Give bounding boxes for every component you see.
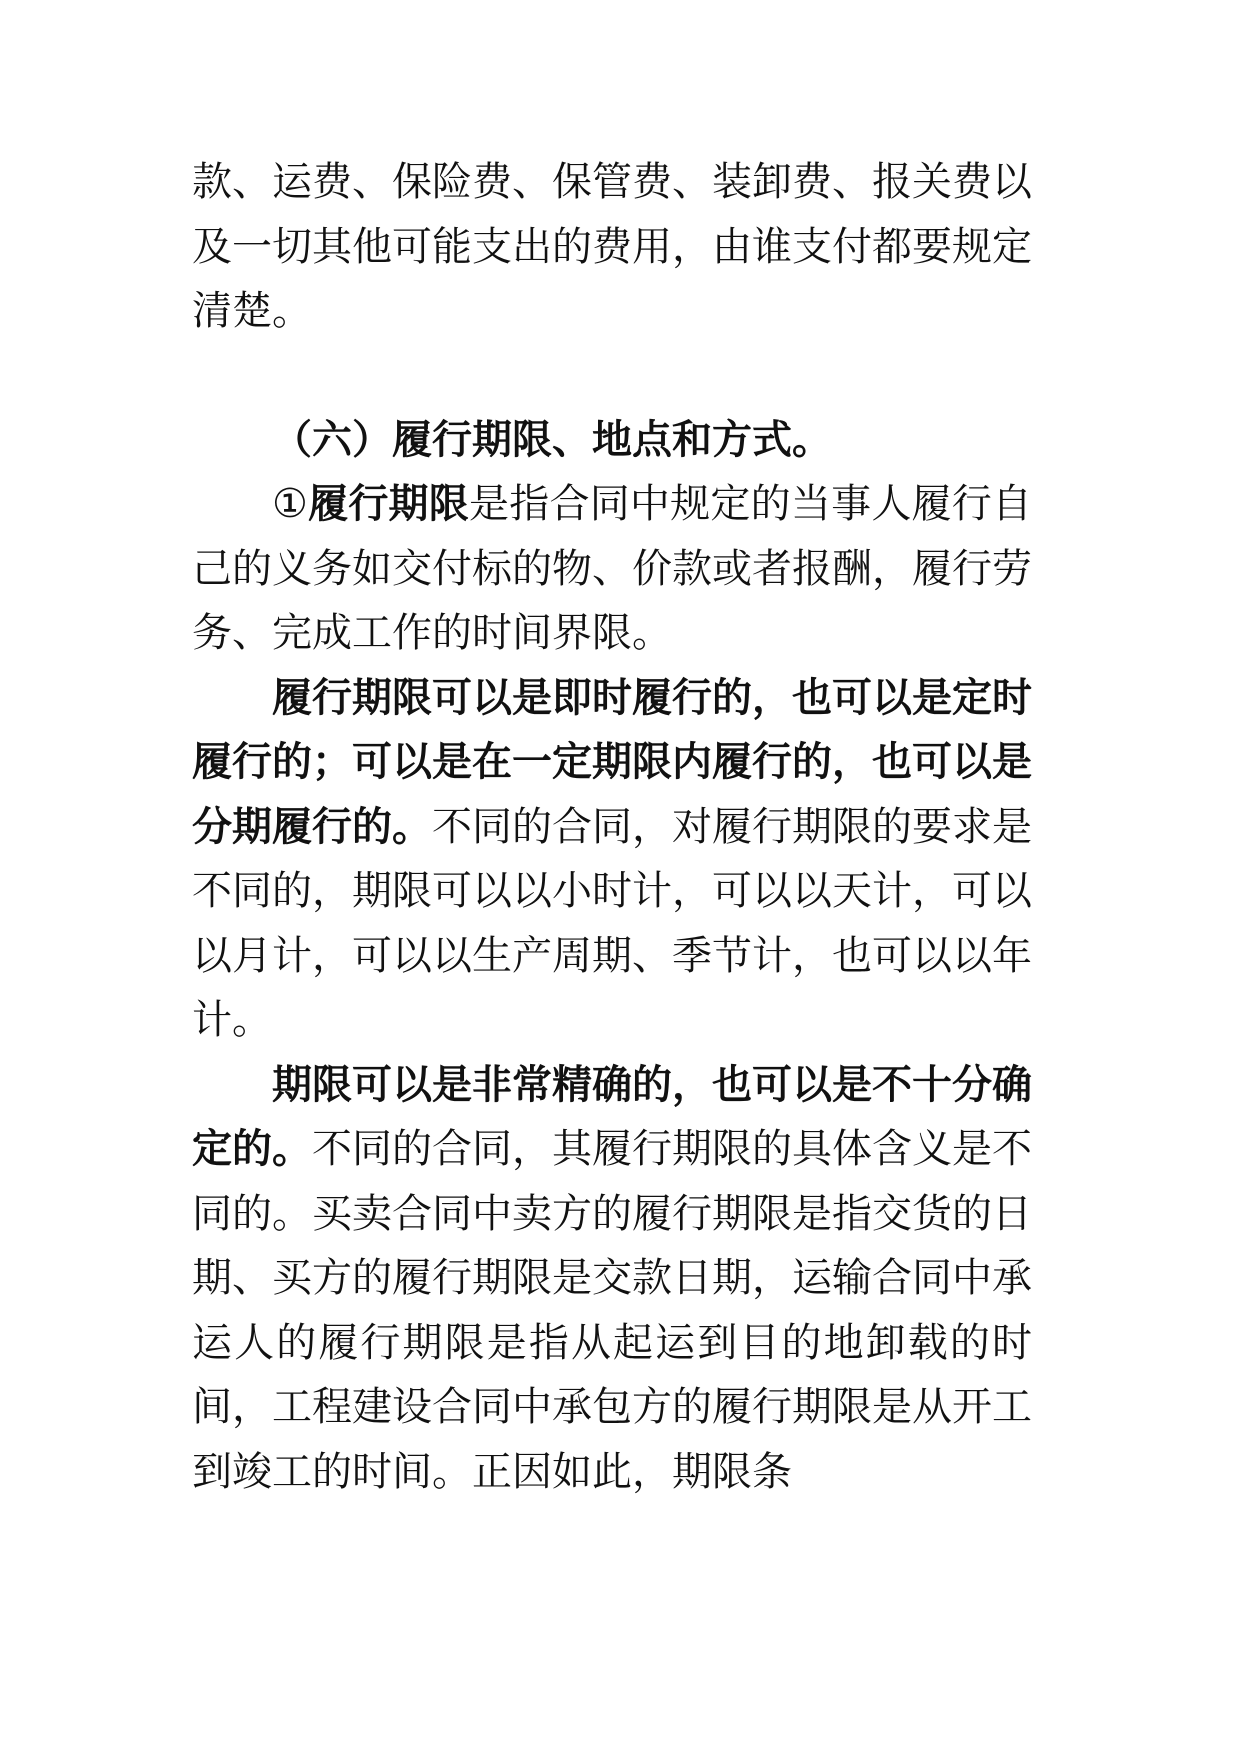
circled-number: ① [272,481,309,527]
paragraph-fees: 款、运费、保险费、保管费、装卸费、报关费以及一切其他可能支出的费用，由谁支付都要规定清楚。 [192,159,1032,334]
bold-term: 履行期限 [308,480,470,527]
paragraph-types [192,666,1032,1053]
paragraph-precision [192,1053,1032,1505]
document-page [192,150,1032,1504]
bold-statement: 履行期限可以是即时履行的，也可以是定时履行的；可以是在一定期限内履行的，也可以是分期履行的。 [192,673,1032,850]
paragraph-definition [192,472,1032,666]
paragraph-text: 不同的合同，其履行期限的具体含义是不同的。买卖合同中卖方的履行期限是指交货的日期、买方的履行期限是交款日期，运输合同中承运人的履行期限是指从起运到目的地卸载的时间，工程建设合同中承包方的履行期限是从开工到竣工的时间。正因如此，期限条 [192,1126,1032,1495]
section-heading: （六）履行期限、地点和方式。 [272,415,832,463]
paragraph-text: 不同的合同，对履行期限的要求是不同的，期限可以以小时计，可以以天计，可以以月计，可以以生产周期、季节计，也可以以年计。 [192,803,1032,1043]
bold-statement: 期限可以是非常精确的，也可以是不十分确定的。 [192,1060,1032,1172]
paragraph-text: 是指合同中规定的当事人履行自己的义务如交付标的物、价款或者报酬，履行劳务、完成工作的时间界限。 [192,481,1033,656]
